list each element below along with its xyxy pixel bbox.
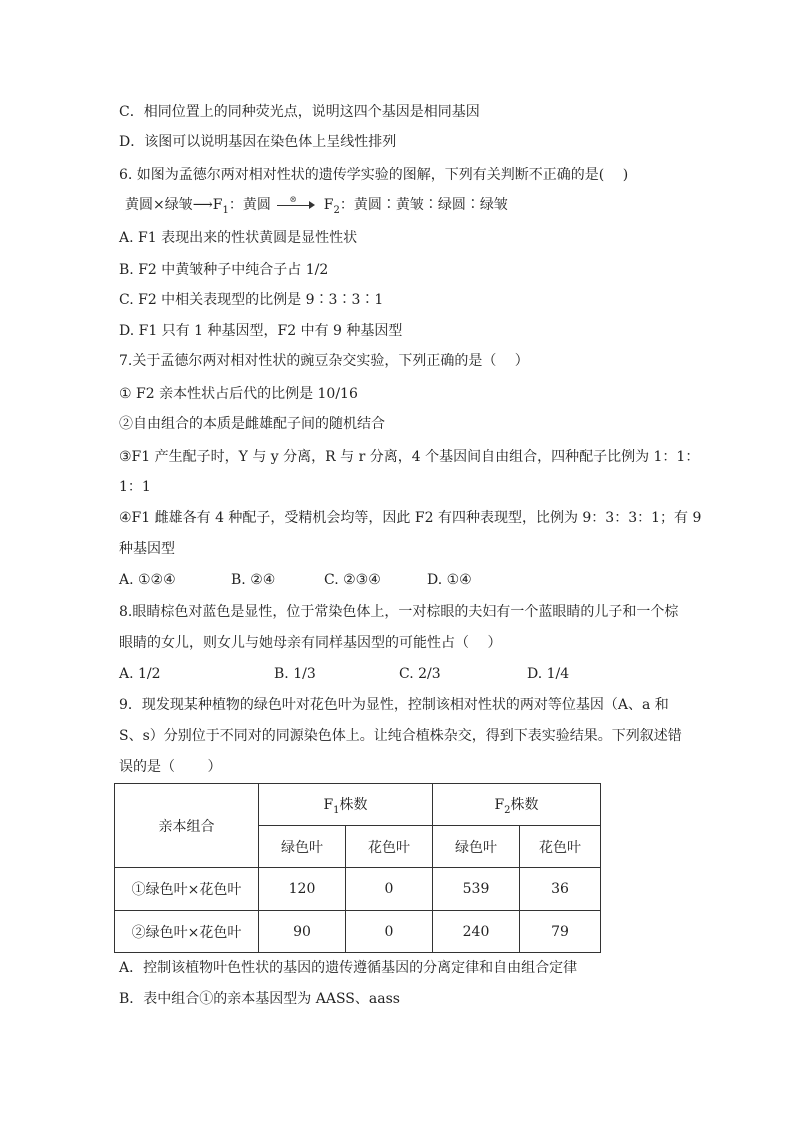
question-8-stem: 8.眼睛棕色对蓝色是显性，位于常染色体上，一对棕眼的夫妇有一个蓝眼睛的儿子和一个棕: [119, 604, 679, 620]
q7-statement-1: ① F2 亲本性状占后代的比例是 10/16: [119, 386, 358, 402]
selfing-arrow-icon: [277, 195, 317, 212]
header-f1-count: [259, 784, 433, 826]
table-cell: 36: [520, 868, 601, 911]
header-parent-combo: 亲本组合: [115, 784, 259, 868]
question-8-stem-cont: 眼睛的女儿，则女儿与她母亲有同样基因型的可能性占（ ）: [119, 635, 502, 651]
f2-sub: 2: [333, 204, 340, 216]
subheader-f2-variegated: 花色叶: [520, 826, 601, 868]
q8-option-a: A. 1/2: [119, 666, 161, 682]
table-cell: 79: [520, 911, 601, 953]
cross-diagram: [125, 195, 508, 221]
f1-label-sub: 1: [333, 804, 340, 816]
q9-option-b: B．表中组合①的亲本基因型为 AASS、aass: [119, 991, 400, 1007]
f2-label: F: [319, 197, 334, 213]
q7-statement-4-cont: 种基因型: [119, 541, 175, 557]
table-cell: 240: [433, 911, 520, 953]
q6-option-a: A. F1 表现出来的性状黄圆是显性性状: [119, 230, 358, 246]
q7-option-b: B. ②④: [231, 572, 276, 588]
subheader-f1-variegated: 花色叶: [346, 826, 433, 868]
row-label: ②绿色叶×花色叶: [115, 911, 259, 953]
option-c-line: C．相同位置上的同种荧光点，说明这四个基因是相同基因: [119, 104, 480, 120]
q6-option-c: C. F2 中相关表现型的比例是 9∶3∶3∶1: [119, 292, 384, 308]
selfing-symbol: ⊗: [289, 195, 297, 205]
table-row: [115, 868, 601, 911]
option-d-line: D．该图可以说明基因在染色体上呈线性排列: [119, 134, 397, 150]
q6-option-b: B. F2 中黄皱种子中纯合子占 1/2: [119, 262, 329, 278]
q7-statement-3-cont: 1：1: [119, 479, 151, 495]
q7-option-c: C. ②③④: [324, 572, 381, 588]
q8-option-d: D. 1/4: [527, 666, 570, 682]
question-9-stem-cont: S、s）分别位于不同对的同源染色体上。让纯合植株杂交，得到下表实验结果。下列叙述错: [119, 728, 682, 744]
q8-option-b: B. 1/3: [274, 666, 316, 682]
f2-label: F: [494, 796, 505, 813]
q7-statement-4: ④F1 雌雄各有 4 种配子，受精机会均等，因此 F2 有四种表现型，比例为 9：3：3：1；有 9: [119, 510, 702, 526]
q7-option-a: A. ①②④: [119, 572, 176, 588]
row-label: ①绿色叶×花色叶: [115, 868, 259, 911]
table-cell: 90: [259, 911, 346, 953]
q7-option-d: D. ①④: [427, 572, 472, 588]
f1-phenotype: ：黄圆: [228, 197, 276, 213]
q8-option-c: C. 2/3: [399, 666, 441, 682]
q8-options: [119, 664, 569, 684]
question-6-stem: 6. 如图为孟德尔两对相对性状的遗传学实验的图解，下列有关判断不正确的是( ): [119, 167, 629, 183]
q7-statement-3: ③F1 产生配子时，Y 与 y 分离，R 与 r 分离，4 个基因间自由组合，四种配子比例为 1：1：: [119, 449, 700, 465]
experiment-table: [114, 783, 601, 953]
header-f2-count: [433, 784, 601, 826]
table-cell: 539: [433, 868, 520, 911]
q9-option-a: A．控制该植物叶色性状的基因的遗传遵循基因的分离定律和自由组合定律: [119, 960, 578, 976]
parent-cross: 黄圆×绿皱: [125, 197, 193, 213]
table-row: [115, 911, 601, 953]
q7-statement-2: ②自由组合的本质是雌雄配子间的随机结合: [119, 416, 385, 432]
f1-label-suffix: 株数: [339, 796, 368, 813]
arrow-f1: ⟶F: [192, 197, 223, 213]
subheader-f1-green: 绿色叶: [259, 826, 346, 868]
table-cell: 120: [259, 868, 346, 911]
question-9-stem-end: 误的是（ ）: [119, 759, 222, 775]
q7-options: [119, 570, 472, 590]
question-7-stem: 7.关于孟德尔两对相对性状的豌豆杂交实验，下列正确的是（ ）: [119, 353, 529, 369]
subheader-f2-green: 绿色叶: [433, 826, 520, 868]
question-9-stem: 9．现发现某种植物的绿色叶对花色叶为显性，控制该相对性状的两对等位基因（A、a 和: [119, 697, 669, 713]
f2-label-sub: 2: [504, 804, 511, 816]
q6-option-d: D. F1 只有 1 种基因型，F2 中有 9 种基因型: [119, 323, 403, 339]
table-cell: 0: [346, 868, 433, 911]
f1-label: F: [323, 796, 334, 813]
f1-sub: 1: [222, 204, 229, 216]
table-cell: 0: [346, 911, 433, 953]
f2-phenotypes: ：黄圆∶黄皱∶绿圆∶绿皱: [339, 197, 508, 213]
f2-label-suffix: 株数: [510, 796, 539, 813]
